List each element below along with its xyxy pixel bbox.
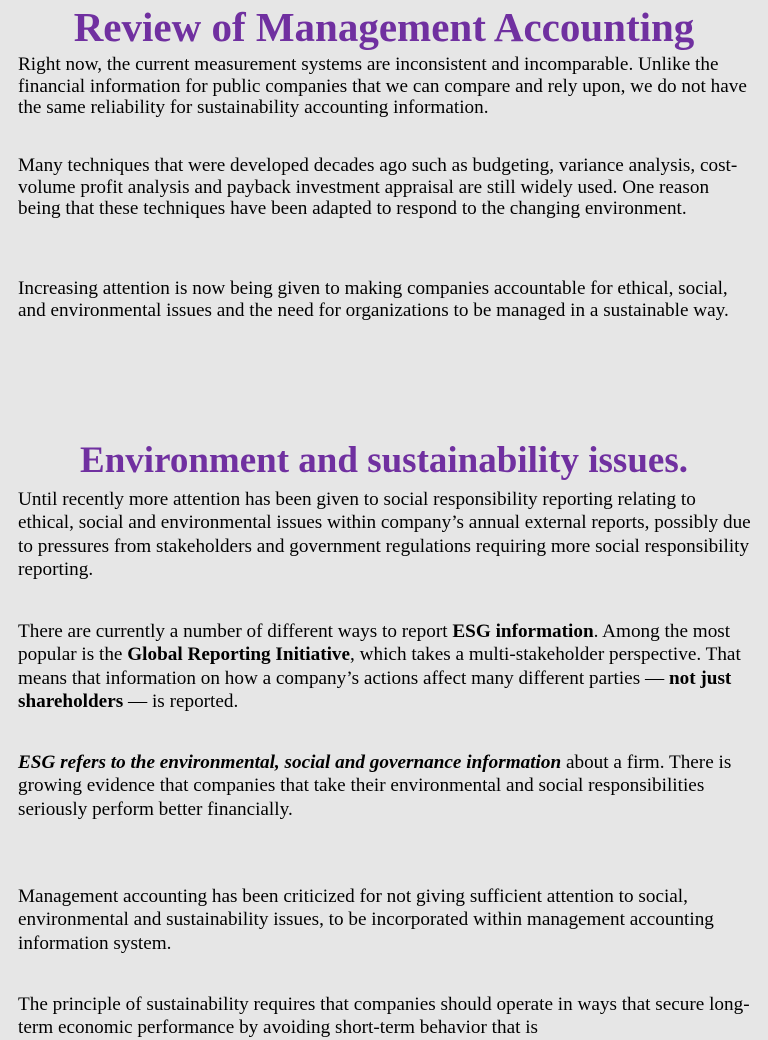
- text-run: . Among the most popular is the: [18, 621, 731, 666]
- paragraph-measurement-systems: Right now, the current measurement systems are inconsistent and incomparable. Unlike the financial information for public companies that we can compare and rely upon, we do not have the same reliability for sustainability accounting information.: [18, 54, 747, 119]
- bold-italic-esg-definition: ESG refers to the environmental, social and governance information: [18, 752, 562, 773]
- paragraph-techniques: Many techniques that were developed decades ago such as budgeting, variance analysis, cost-volume profit analysis and payback investment appraisal are still widely used. One reason being that these techniques have been adapted to respond to the changing environment.: [18, 155, 738, 220]
- text-run: about a firm. There is growing evidence that companies that take their environmental and social responsibilities seriously perform better financially.: [18, 752, 732, 820]
- bold-global-reporting-initiative: Global Reporting Initiative: [127, 644, 351, 666]
- paragraph-esg-definition: [18, 751, 753, 821]
- paragraph-social-responsibility: Until recently more attention has been given to social responsibility reporting relating to ethical, social and environmental issues within company’s annual external reports, possibly due to pressures from stakeholders and government regulations requiring more social responsibility reporting.: [18, 489, 751, 580]
- bold-not-just-shareholders: not just shareholders: [18, 667, 732, 712]
- paragraph-sustainability-principle: The principle of sustainability requires that companies should operate in ways that secure long-term economic performance by avoiding short-term behavior that is: [18, 994, 750, 1039]
- text-run: — is reported.: [123, 690, 239, 712]
- paragraph-accountability: Increasing attention is now being given to making companies accountable for ethical, social, and environmental issues and the need for organizations to be managed in a sustainable way.: [18, 278, 729, 321]
- bold-esg-information: ESG information: [452, 621, 594, 642]
- paragraph-management-accounting-criticism: Management accounting has been criticized for not giving sufficient attention to social, environmental and sustainability issues, to be incorporated within management accounting information system.: [18, 886, 714, 954]
- text-run: There are currently a number of different ways to report: [18, 621, 453, 642]
- paragraph-esg-reporting: [18, 620, 753, 713]
- section-title-environment-sustainability: Environment and sustainability issues.: [80, 440, 688, 481]
- section-title-management-accounting: Review of Management Accounting: [73, 4, 695, 50]
- text-run: , which takes a multi-stakeholder perspective. That means that information on how a company’s actions affect many different parties —: [18, 644, 741, 689]
